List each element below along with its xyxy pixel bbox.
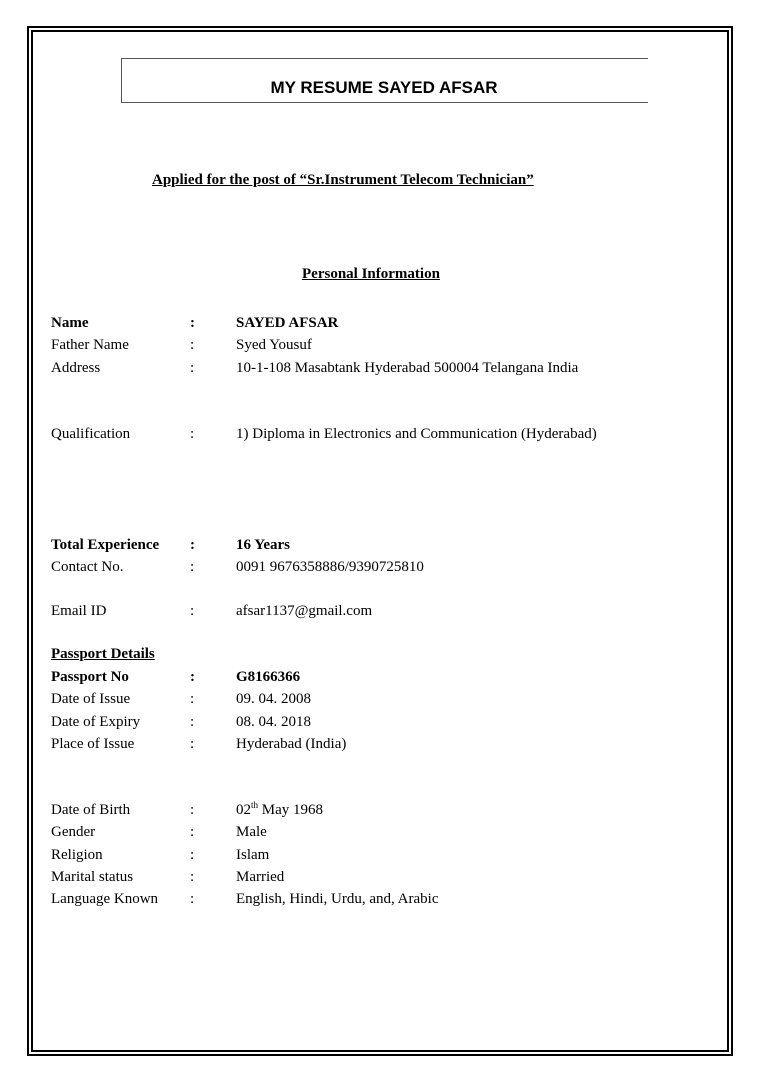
language-known-label: Language Known <box>51 891 159 907</box>
language-known-value: English, Hindi, Urdu, and, Arabic <box>236 891 439 907</box>
date-of-issue-separator: : <box>190 691 195 707</box>
gender-separator: : <box>190 824 195 840</box>
passport-no-label: Passport No <box>51 669 129 685</box>
dob-rest: May 1968 <box>258 802 324 818</box>
marital-status-label: Marital status <box>51 869 134 885</box>
total-experience-separator: : <box>190 537 195 553</box>
religion-separator: : <box>190 847 195 863</box>
address-separator: : <box>190 360 195 376</box>
religion-value: Islam <box>236 847 270 863</box>
qualification-separator: : <box>190 426 195 442</box>
contact-value: 0091 9676358886/9390725810 <box>236 559 424 575</box>
name-label: Name <box>51 315 89 331</box>
passport-no-value: G8166366 <box>236 669 301 685</box>
contact-separator: : <box>190 559 195 575</box>
passport-no-separator: : <box>190 669 195 685</box>
father-name-label: Father Name <box>51 337 129 353</box>
contact-label: Contact No. <box>51 559 124 575</box>
gender-value: Male <box>236 824 267 840</box>
date-of-birth-value <box>236 801 323 819</box>
address-value: 10-1-108 Masabtank Hyderabad 500004 Telangana India <box>236 360 579 376</box>
qualification-label: Qualification <box>51 426 131 442</box>
email-separator: : <box>190 603 195 619</box>
marital-status-separator: : <box>190 869 195 885</box>
total-experience-label: Total Experience <box>51 537 160 553</box>
father-name-value: Syed Yousuf <box>236 337 312 353</box>
name-value: SAYED AFSAR <box>236 315 339 331</box>
marital-status-value: Married <box>236 869 285 885</box>
date-of-expiry-label: Date of Expiry <box>51 714 141 730</box>
qualification-value: 1) Diploma in Electronics and Communication (Hyderabad) <box>236 426 597 442</box>
email-label: Email ID <box>51 603 107 619</box>
place-of-issue-value: Hyderabad (India) <box>236 736 347 752</box>
total-experience-value: 16 Years <box>236 537 291 553</box>
resume-title: MY RESUME SAYED AFSAR <box>270 78 498 97</box>
date-of-expiry-separator: : <box>190 714 195 730</box>
place-of-issue-separator: : <box>190 736 195 752</box>
address-label: Address <box>51 360 101 376</box>
place-of-issue-label: Place of Issue <box>51 736 135 752</box>
dob-day-suffix: th <box>251 800 259 810</box>
language-known-separator: : <box>190 891 195 907</box>
date-of-birth-separator: : <box>190 802 195 818</box>
date-of-birth-label: Date of Birth <box>51 802 131 818</box>
date-of-issue-value: 09. 04. 2008 <box>236 691 311 707</box>
dob-day: 02 <box>236 802 251 818</box>
religion-label: Religion <box>51 847 103 863</box>
date-of-expiry-value: 08. 04. 2018 <box>236 714 311 730</box>
email-value: afsar1137@gmail.com <box>236 603 373 619</box>
father-name-separator: : <box>190 337 195 353</box>
applied-post: Applied for the post of “Sr.Instrument Telecom Technician” <box>152 172 534 188</box>
gender-label: Gender <box>51 824 96 840</box>
name-separator: : <box>190 315 195 331</box>
personal-information-heading: Personal Information <box>302 266 440 282</box>
date-of-issue-label: Date of Issue <box>51 691 131 707</box>
passport-details-heading: Passport Details <box>51 646 155 662</box>
